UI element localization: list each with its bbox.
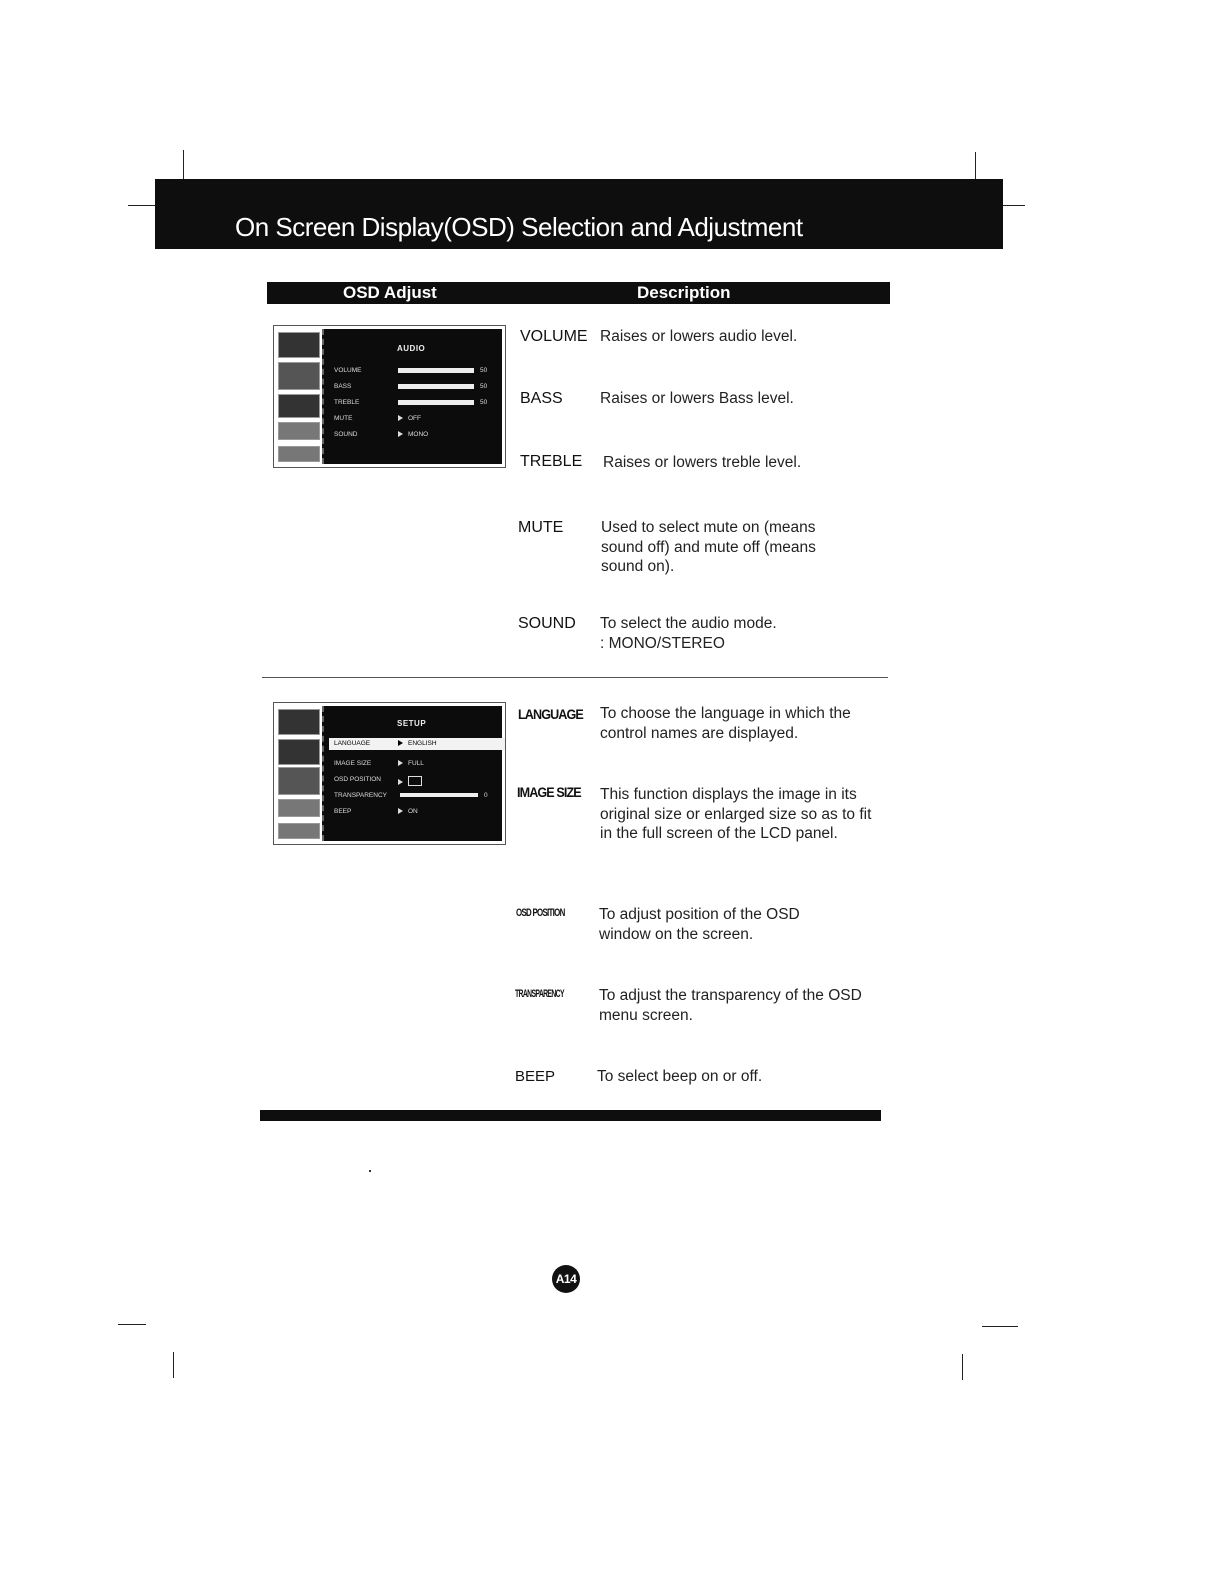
osd-row-label: BEEP [334, 808, 352, 815]
osd-row-value: 0 [484, 792, 488, 799]
osd-option-text: ENGLISH [408, 740, 437, 747]
item-label-osd-position: OSD POSITION [516, 907, 565, 919]
crop-mark [1003, 205, 1025, 206]
exit-icon [278, 446, 320, 462]
column-header-description [507, 282, 890, 304]
item-label-treble: TREBLE [520, 453, 583, 470]
osd-row-option [398, 760, 424, 767]
audio-osd-screenshot [273, 325, 506, 468]
crop-mark [183, 150, 184, 180]
crop-mark [975, 152, 976, 180]
osd-row-value: 50 [480, 367, 488, 374]
column-header-osd-adjust [267, 282, 507, 304]
page-number-badge: A14 [552, 1265, 580, 1293]
osd-row-treble [334, 397, 504, 409]
osd-menu-title: SETUP [397, 719, 427, 728]
item-label-transparency: TRANSPARENCY [515, 988, 564, 1000]
item-desc-mute: Used to select mute on (means sound off) and mute off (means sound on). [601, 519, 816, 575]
item-desc-sound [600, 614, 890, 653]
osd-slider-bar [398, 384, 474, 389]
osd-side-icons [276, 328, 320, 465]
osd-row-image-size [334, 758, 504, 770]
stray-dot [369, 1170, 371, 1172]
osd-row-label: TREBLE [334, 399, 360, 406]
osd-row-label: SOUND [334, 431, 358, 438]
bottom-rule [260, 1110, 881, 1121]
arrow-right-icon [398, 415, 403, 421]
item-label-beep: BEEP [515, 1068, 556, 1085]
item-desc-osd-position: To adjust position of the OSD window on the screen. [599, 906, 800, 943]
osd-row-label: MUTE [334, 415, 353, 422]
osd-row-label: LANGUAGE [334, 740, 371, 747]
page-title: On Screen Display(OSD) Selection and Adjustment [235, 212, 803, 242]
item-desc-sound-line2: : MONO/STEREO [600, 634, 725, 652]
osd-row-option [398, 776, 422, 786]
column-header-left-label: OSD Adjust [343, 283, 437, 302]
setup-icon [278, 767, 320, 795]
osd-row-label: VOLUME [334, 367, 362, 374]
arrow-right-icon [398, 808, 403, 814]
osd-row-label: OSD POSITION [334, 776, 381, 783]
osd-row-osd-position [334, 774, 504, 786]
osd-row-option [398, 431, 428, 438]
osd-row-option [398, 740, 437, 747]
osd-row-sound [334, 429, 504, 441]
crop-mark [962, 1354, 963, 1380]
item-label-mute: MUTE [518, 519, 564, 536]
osd-option-text: FULL [408, 760, 424, 767]
item-desc-treble: Raises or lowers treble level. [603, 454, 802, 471]
item-desc-beep: To select beep on or off. [597, 1068, 763, 1085]
audio-icon [278, 362, 320, 390]
osd-option-text: ON [408, 808, 418, 815]
item-desc-language: To choose the language in which the control names are displayed. [600, 705, 851, 742]
exit-icon [278, 823, 320, 839]
adjustment-icon [278, 332, 320, 358]
tools-icon [278, 799, 320, 817]
item-desc-volume: Raises or lowers audio level. [600, 328, 798, 345]
adjustment-icon [278, 709, 320, 735]
item-label-language: LANGUAGE [518, 706, 583, 722]
osd-row-beep [334, 806, 504, 818]
osd-slider-bar [398, 368, 474, 373]
osd-screen [322, 706, 502, 841]
crop-mark [128, 205, 155, 206]
osd-option-text: MONO [408, 431, 429, 438]
audio-icon [278, 739, 320, 765]
osd-row-label: BASS [334, 383, 352, 390]
arrow-right-icon [398, 779, 403, 785]
position-box-icon [408, 776, 422, 786]
page-title-bar [155, 179, 1003, 249]
arrow-right-icon [398, 760, 403, 766]
crop-mark [173, 1352, 174, 1378]
crop-mark [982, 1326, 1018, 1327]
osd-side-icons [276, 705, 320, 842]
osd-row-option [398, 415, 421, 422]
osd-row-option [398, 808, 418, 815]
osd-row-label: TRANSPARENCY [334, 792, 387, 799]
osd-slider-bar [400, 793, 478, 797]
osd-row-transparency [334, 790, 504, 802]
osd-slider-bar [398, 400, 474, 405]
item-label-image-size: IMAGE SIZE [517, 784, 581, 800]
osd-screen [322, 329, 502, 464]
column-header-right-label: Description [637, 283, 731, 302]
osd-option-text: OFF [408, 415, 421, 422]
setup-icon [278, 394, 320, 418]
crop-mark [118, 1324, 146, 1325]
setup-osd-screenshot [273, 702, 506, 845]
osd-row-language [329, 738, 505, 750]
arrow-right-icon [398, 740, 403, 746]
item-desc-transparency: To adjust the transparency of the OSD menu screen. [599, 987, 862, 1024]
item-desc-bass: Raises or lowers Bass level. [600, 390, 794, 407]
item-label-bass: BASS [520, 390, 563, 407]
osd-row-value: 50 [480, 383, 488, 390]
arrow-right-icon [398, 431, 403, 437]
osd-row-label: IMAGE SIZE [334, 760, 372, 767]
section-divider [262, 677, 888, 678]
item-label-sound: SOUND [518, 615, 576, 632]
item-desc-sound-line1: To select the audio mode. [600, 615, 777, 632]
osd-row-volume [334, 365, 504, 377]
osd-row-bass [334, 381, 504, 393]
item-desc-image-size: This function displays the image in its original size or enlarged size so as to fit in the full screen of the LCD panel. [600, 786, 872, 842]
tools-icon [278, 422, 320, 440]
osd-row-value: 50 [480, 399, 488, 406]
osd-menu-title: AUDIO [397, 344, 426, 353]
item-label-volume: VOLUME [520, 328, 588, 345]
osd-row-mute [334, 413, 504, 425]
